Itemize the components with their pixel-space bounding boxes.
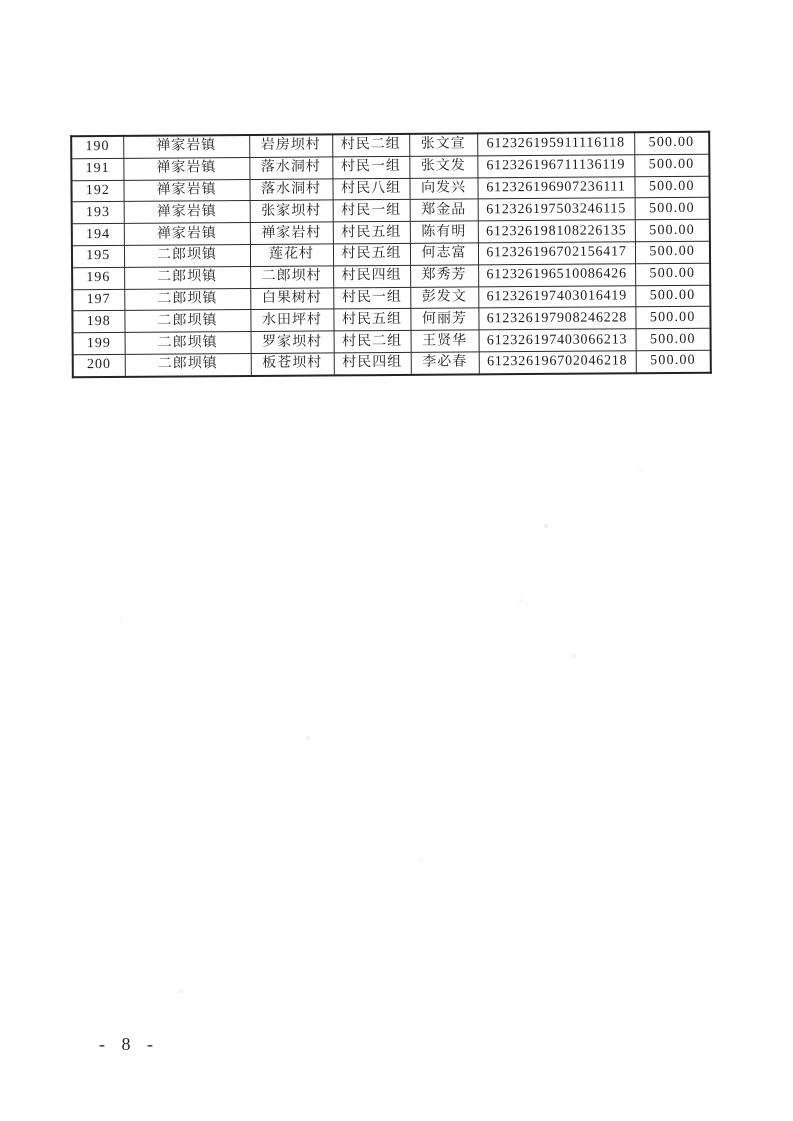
page-number: - 8 - [99, 1034, 159, 1054]
cell-group: 村民八组 [332, 178, 409, 200]
cell-group: 村民二组 [334, 331, 411, 353]
cell-amount: 500.00 [634, 154, 709, 176]
cell-no: 194 [72, 224, 124, 246]
cell-village: 张家坝村 [250, 200, 333, 222]
cell-amount: 500.00 [635, 241, 710, 263]
cell-no: 193 [72, 202, 124, 224]
cell-town: 禅家岩镇 [123, 157, 249, 180]
cell-name: 向发兴 [409, 177, 477, 199]
cell-town: 禅家岩镇 [123, 179, 249, 202]
cell-town: 禅家岩镇 [123, 135, 249, 158]
cell-amount: 500.00 [635, 307, 710, 329]
cell-amount: 500.00 [634, 132, 709, 155]
payment-table [70, 131, 712, 378]
cell-name: 张文发 [409, 156, 477, 178]
cell-name: 何志富 [410, 243, 478, 265]
cell-town: 禅家岩镇 [124, 223, 250, 246]
cell-name: 陈有明 [410, 221, 478, 243]
cell-amount: 500.00 [635, 263, 710, 285]
cell-id_number: 612326195911116118 [477, 132, 634, 155]
cell-group: 村民一组 [332, 156, 409, 178]
cell-id_number: 612326198108226135 [478, 220, 635, 243]
cell-town: 二郎坝镇 [124, 266, 250, 289]
cell-id_number: 612326197908246228 [478, 307, 635, 330]
cell-id_number: 612326196510086426 [478, 264, 635, 287]
cell-name: 彭发文 [410, 286, 478, 308]
cell-amount: 500.00 [636, 328, 711, 350]
cell-id_number: 612326196702156417 [478, 242, 635, 265]
cell-no: 195 [72, 245, 124, 267]
cell-group: 村民五组 [333, 309, 410, 331]
cell-village: 莲花村 [250, 244, 333, 266]
cell-town: 二郎坝镇 [125, 332, 251, 355]
cell-no: 197 [72, 289, 124, 311]
cell-id_number: 612326197403066213 [479, 329, 636, 352]
cell-no: 198 [72, 311, 124, 333]
cell-village: 岩房坝村 [249, 134, 332, 157]
cell-amount: 500.00 [635, 219, 710, 241]
cell-amount: 500.00 [635, 198, 710, 220]
cell-name: 张文宣 [409, 133, 477, 156]
cell-amount: 500.00 [636, 350, 711, 373]
cell-amount: 500.00 [635, 285, 710, 307]
cell-village: 落水洞村 [249, 179, 332, 201]
cell-town: 二郎坝镇 [124, 288, 250, 311]
cell-name: 何丽芳 [410, 308, 478, 330]
cell-name: 王贤华 [411, 330, 479, 352]
table-row [73, 350, 711, 377]
cell-group: 村民一组 [333, 287, 410, 309]
cell-no: 191 [71, 158, 123, 180]
cell-name: 李必春 [411, 352, 479, 375]
cell-village: 落水洞村 [249, 157, 332, 179]
cell-village: 水田坪村 [250, 309, 333, 331]
cell-village: 板苍坝村 [251, 353, 334, 376]
cell-no: 190 [71, 136, 123, 159]
cell-group: 村民一组 [333, 200, 410, 222]
cell-id_number: 612326196907236111 [477, 176, 634, 199]
payment-table-body [71, 132, 711, 377]
cell-village: 罗家坝村 [251, 331, 334, 353]
cell-group: 村民四组 [333, 265, 410, 287]
cell-village: 二郎坝村 [250, 266, 333, 288]
cell-town: 二郎坝镇 [124, 244, 250, 267]
cell-group: 村民五组 [333, 222, 410, 244]
cell-group: 村民二组 [332, 134, 409, 157]
cell-no: 196 [72, 267, 124, 289]
cell-village: 白果树村 [250, 287, 333, 309]
cell-group: 村民五组 [333, 243, 410, 265]
cell-village: 禅家岩村 [250, 222, 333, 244]
cell-id_number: 612326196711136119 [477, 155, 634, 178]
cell-no: 200 [73, 354, 125, 377]
cell-no: 199 [73, 333, 125, 355]
cell-name: 郑金品 [410, 199, 478, 221]
scan-noise-artifacts [0, 0, 2, 2]
cell-id_number: 612326197503246115 [478, 198, 635, 221]
cell-town: 二郎坝镇 [124, 310, 250, 333]
cell-town: 二郎坝镇 [125, 353, 251, 376]
cell-id_number: 612326197403016419 [478, 285, 635, 308]
cell-no: 192 [71, 180, 123, 202]
cell-name: 郑秀芳 [410, 265, 478, 287]
cell-group: 村民四组 [334, 352, 411, 375]
cell-id_number: 612326196702046218 [479, 351, 636, 374]
cell-town: 禅家岩镇 [124, 201, 250, 224]
cell-amount: 500.00 [634, 176, 709, 198]
